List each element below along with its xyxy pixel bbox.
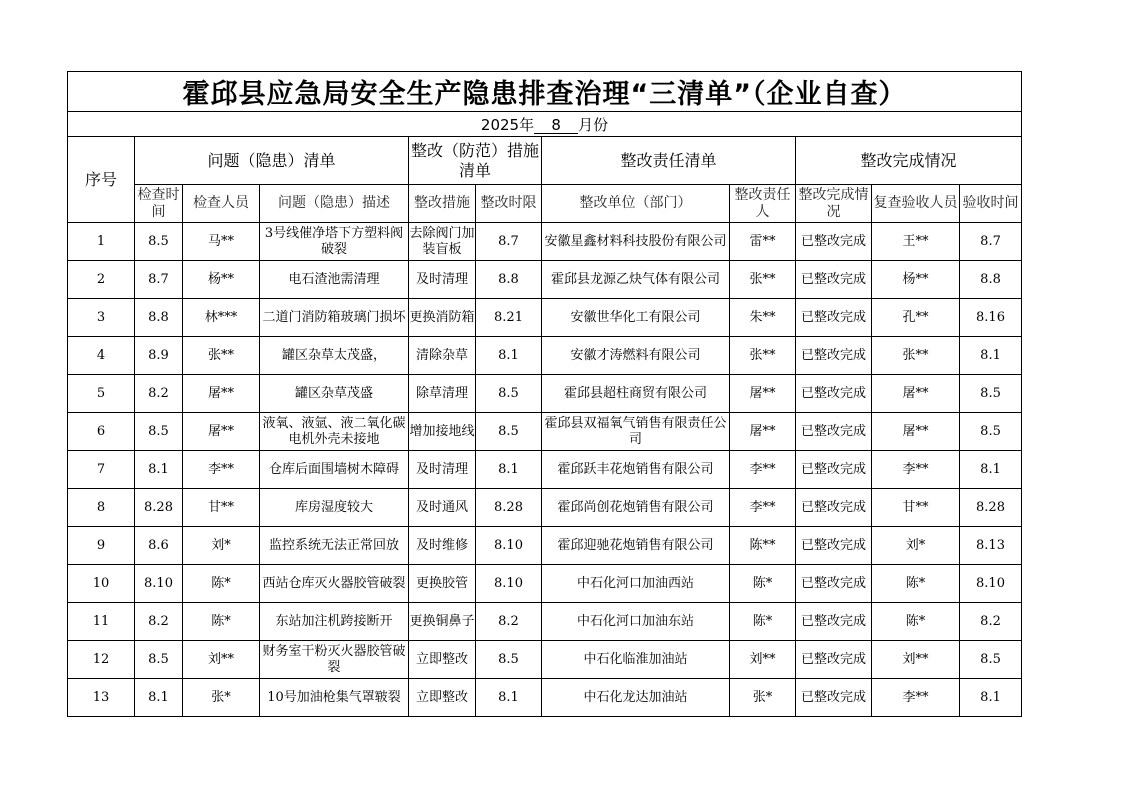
row-measure: 立即整改 (409, 679, 476, 717)
row-measure: 更换消防箱 (409, 299, 476, 337)
row-check-time: 8.1 (135, 679, 183, 717)
table-row (68, 527, 1022, 565)
row-responsible: 屠** (730, 413, 796, 451)
row-reviewer: 屠** (872, 413, 960, 451)
row-accept-time: 8.5 (960, 413, 1022, 451)
table-row (68, 451, 1022, 489)
row-measure: 及时清理 (409, 451, 476, 489)
header-inspector: 检查人员 (183, 185, 260, 223)
row-deadline: 8.1 (476, 679, 542, 717)
header-completion: 整改完成情况 (796, 185, 872, 223)
header-unit: 整改单位（部门） (542, 185, 730, 223)
row-unit: 安徽世华化工有限公司 (542, 299, 730, 337)
row-seq: 10 (68, 565, 135, 603)
row-deadline: 8.21 (476, 299, 542, 337)
header-responsible: 整改责任人 (730, 185, 796, 223)
row-reviewer: 甘** (872, 489, 960, 527)
row-unit: 安徽星鑫材料科技股份有限公司 (542, 223, 730, 261)
header-deadline: 整改时限 (476, 185, 542, 223)
row-problem: 西站仓库灭火器胶管破裂 (260, 565, 409, 603)
row-deadline: 8.5 (476, 641, 542, 679)
row-reviewer: 孔** (872, 299, 960, 337)
row-unit: 霍邱跃丰花炮销售有限公司 (542, 451, 730, 489)
row-seq: 5 (68, 375, 135, 413)
row-unit: 中石化河口加油东站 (542, 603, 730, 641)
header-group-measure: 整改（防范）措施清单 (409, 137, 542, 185)
row-seq: 2 (68, 261, 135, 299)
row-reviewer: 陈* (872, 565, 960, 603)
row-check-time: 8.28 (135, 489, 183, 527)
row-completion: 已整改完成 (796, 641, 872, 679)
row-inspector: 陈* (183, 603, 260, 641)
row-inspector: 张* (183, 679, 260, 717)
header-problem-desc: 问题（隐患）描述 (260, 185, 409, 223)
row-accept-time: 8.16 (960, 299, 1022, 337)
header-reviewer: 复查验收人员 (872, 185, 960, 223)
row-reviewer: 陈* (872, 603, 960, 641)
row-problem: 财务室干粉灭火器胶管破裂 (260, 641, 409, 679)
row-responsible: 李** (730, 451, 796, 489)
row-accept-time: 8.5 (960, 641, 1022, 679)
row-problem: 仓库后面围墙树木障碍 (260, 451, 409, 489)
row-problem: 东站加注机跨接断开 (260, 603, 409, 641)
row-responsible: 李** (730, 489, 796, 527)
row-completion: 已整改完成 (796, 223, 872, 261)
row-reviewer: 杨** (872, 261, 960, 299)
table-row (68, 223, 1022, 261)
row-unit: 中石化河口加油西站 (542, 565, 730, 603)
row-check-time: 8.2 (135, 603, 183, 641)
row-check-time: 8.2 (135, 375, 183, 413)
row-check-time: 8.5 (135, 413, 183, 451)
row-reviewer: 李** (872, 451, 960, 489)
row-unit: 安徽才涛燃料有限公司 (542, 337, 730, 375)
row-deadline: 8.10 (476, 527, 542, 565)
header-accept-time: 验收时间 (960, 185, 1022, 223)
row-inspector: 屠** (183, 413, 260, 451)
row-accept-time: 8.28 (960, 489, 1022, 527)
header-group-completion: 整改完成情况 (796, 137, 1022, 185)
row-completion: 已整改完成 (796, 299, 872, 337)
row-problem: 罐区杂草茂盛 (260, 375, 409, 413)
table-row (68, 413, 1022, 451)
row-check-time: 8.5 (135, 223, 183, 261)
row-deadline: 8.5 (476, 375, 542, 413)
row-inspector: 陈* (183, 565, 260, 603)
row-unit: 霍邱县超柱商贸有限公司 (542, 375, 730, 413)
row-accept-time: 8.13 (960, 527, 1022, 565)
table-row (68, 375, 1022, 413)
row-check-time: 8.7 (135, 261, 183, 299)
row-responsible: 张** (730, 261, 796, 299)
row-check-time: 8.1 (135, 451, 183, 489)
row-responsible: 陈** (730, 527, 796, 565)
row-seq: 7 (68, 451, 135, 489)
table-row (68, 565, 1022, 603)
table-row (68, 489, 1022, 527)
row-measure: 去除阀门加装盲板 (409, 223, 476, 261)
row-accept-time: 8.1 (960, 337, 1022, 375)
row-unit: 霍邱县龙源乙炔气体有限公司 (542, 261, 730, 299)
row-unit: 霍邱尚创花炮销售有限公司 (542, 489, 730, 527)
row-inspector: 刘* (183, 527, 260, 565)
row-seq: 4 (68, 337, 135, 375)
row-accept-time: 8.5 (960, 375, 1022, 413)
row-problem: 监控系统无法正常回放 (260, 527, 409, 565)
row-completion: 已整改完成 (796, 261, 872, 299)
row-deadline: 8.8 (476, 261, 542, 299)
row-reviewer: 张** (872, 337, 960, 375)
row-measure: 及时维修 (409, 527, 476, 565)
row-seq: 9 (68, 527, 135, 565)
row-reviewer: 屠** (872, 375, 960, 413)
row-reviewer: 李** (872, 679, 960, 717)
row-seq: 3 (68, 299, 135, 337)
row-accept-time: 8.1 (960, 679, 1022, 717)
table-row (68, 679, 1022, 717)
row-problem: 电石渣池需清理 (260, 261, 409, 299)
row-deadline: 8.7 (476, 223, 542, 261)
row-accept-time: 8.7 (960, 223, 1022, 261)
row-inspector: 屠** (183, 375, 260, 413)
header-group-responsibility: 整改责任清单 (542, 137, 796, 185)
row-unit: 中石化临淮加油站 (542, 641, 730, 679)
header-group-problem: 问题（隐患）清单 (135, 137, 409, 185)
row-responsible: 张** (730, 337, 796, 375)
row-responsible: 陈* (730, 565, 796, 603)
row-inspector: 张** (183, 337, 260, 375)
row-completion: 已整改完成 (796, 527, 872, 565)
row-measure: 立即整改 (409, 641, 476, 679)
row-problem: 库房湿度较大 (260, 489, 409, 527)
header-check-time: 检查时间 (135, 185, 183, 223)
row-check-time: 8.8 (135, 299, 183, 337)
table-row (68, 641, 1022, 679)
row-completion: 已整改完成 (796, 413, 872, 451)
header-measure: 整改措施 (409, 185, 476, 223)
row-deadline: 8.1 (476, 451, 542, 489)
row-check-time: 8.9 (135, 337, 183, 375)
row-deadline: 8.1 (476, 337, 542, 375)
row-deadline: 8.10 (476, 565, 542, 603)
row-deadline: 8.28 (476, 489, 542, 527)
row-seq: 11 (68, 603, 135, 641)
header-seq: 序号 (68, 137, 135, 223)
table-row (68, 603, 1022, 641)
hazard-checklist-table (67, 71, 1022, 717)
period-year: 2025年 (480, 115, 535, 134)
row-measure: 增加接地线 (409, 413, 476, 451)
row-seq: 13 (68, 679, 135, 717)
row-measure: 除草清理 (409, 375, 476, 413)
row-responsible: 陈* (730, 603, 796, 641)
row-problem: 3号线催净塔下方塑料阀破裂 (260, 223, 409, 261)
row-accept-time: 8.1 (960, 451, 1022, 489)
row-measure: 及时清理 (409, 261, 476, 299)
row-completion: 已整改完成 (796, 337, 872, 375)
row-measure: 更换铜鼻子 (409, 603, 476, 641)
row-completion: 已整改完成 (796, 565, 872, 603)
row-unit: 霍邱县双福氧气销售有限责任公司 (542, 413, 730, 451)
row-inspector: 马** (183, 223, 260, 261)
row-completion: 已整改完成 (796, 375, 872, 413)
row-inspector: 林*** (183, 299, 260, 337)
row-reviewer: 王** (872, 223, 960, 261)
row-check-time: 8.5 (135, 641, 183, 679)
row-problem: 10号加油枪集气罩皲裂 (260, 679, 409, 717)
table-row (68, 337, 1022, 375)
row-inspector: 刘** (183, 641, 260, 679)
row-problem: 二道门消防箱玻璃门损坏 (260, 299, 409, 337)
row-seq: 12 (68, 641, 135, 679)
row-deadline: 8.5 (476, 413, 542, 451)
period-suffix: 月份 (578, 115, 609, 134)
row-reviewer: 刘** (872, 641, 960, 679)
row-measure: 及时通风 (409, 489, 476, 527)
row-accept-time: 8.8 (960, 261, 1022, 299)
row-completion: 已整改完成 (796, 603, 872, 641)
row-responsible: 屠** (730, 375, 796, 413)
row-measure: 清除杂草 (409, 337, 476, 375)
row-responsible: 刘** (730, 641, 796, 679)
row-responsible: 朱** (730, 299, 796, 337)
row-seq: 8 (68, 489, 135, 527)
row-check-time: 8.6 (135, 527, 183, 565)
reporting-period (68, 112, 1022, 137)
row-unit: 霍邱迎驰花炮销售有限公司 (542, 527, 730, 565)
row-check-time: 8.10 (135, 565, 183, 603)
row-problem: 罐区杂草太茂盛， (260, 337, 409, 375)
document-title: 霍邱县应急局安全生产隐患排查治理“三清单”（企业自查） (68, 72, 1022, 112)
row-responsible: 雷** (730, 223, 796, 261)
row-inspector: 杨** (183, 261, 260, 299)
row-reviewer: 刘* (872, 527, 960, 565)
table-row (68, 299, 1022, 337)
row-completion: 已整改完成 (796, 451, 872, 489)
row-unit: 中石化龙达加油站 (542, 679, 730, 717)
row-measure: 更换胶管 (409, 565, 476, 603)
row-inspector: 李** (183, 451, 260, 489)
row-deadline: 8.2 (476, 603, 542, 641)
row-accept-time: 8.2 (960, 603, 1022, 641)
table-row (68, 261, 1022, 299)
row-inspector: 甘** (183, 489, 260, 527)
row-seq: 1 (68, 223, 135, 261)
row-completion: 已整改完成 (796, 679, 872, 717)
row-problem: 液氧、液氩、液二氧化碳电机外壳未接地 (260, 413, 409, 451)
row-responsible: 张* (730, 679, 796, 717)
row-seq: 6 (68, 413, 135, 451)
row-completion: 已整改完成 (796, 489, 872, 527)
period-month: 8 (534, 117, 578, 134)
row-accept-time: 8.10 (960, 565, 1022, 603)
